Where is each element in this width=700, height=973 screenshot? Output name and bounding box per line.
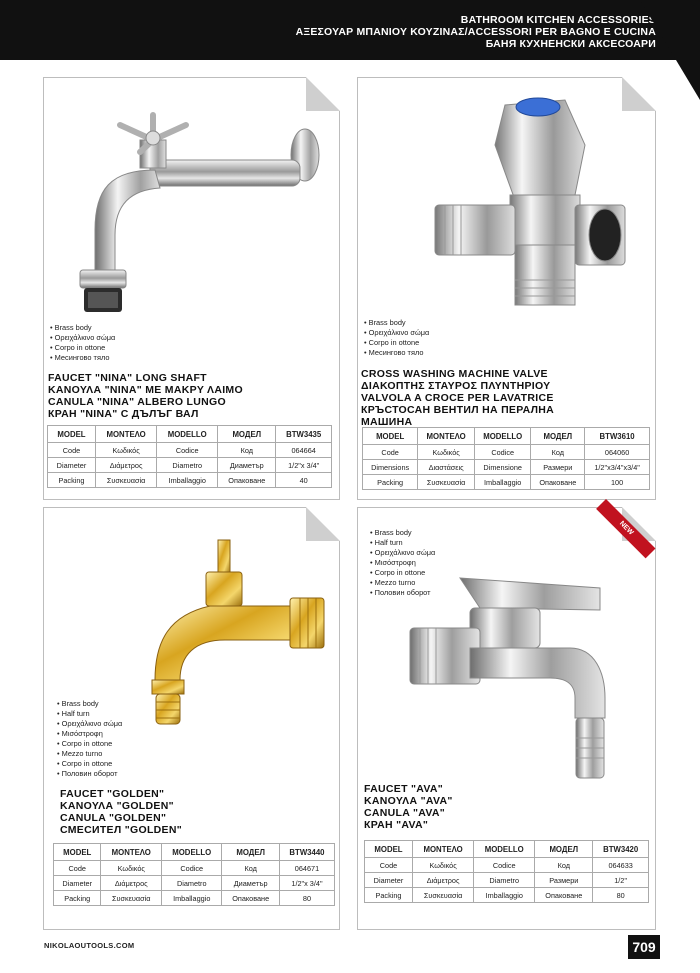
feature-item: • Corpo in ottone: [50, 343, 115, 353]
table-cell: Код: [535, 858, 593, 873]
table-cell: Размери: [531, 460, 585, 475]
header-line-3: БАНЯ КУХНЕНСКИ АКСЕСОАРИ: [485, 38, 656, 50]
table-row: [365, 888, 649, 903]
feature-item: • Brass body: [57, 699, 122, 709]
table-row: [48, 443, 332, 458]
title-line: ΔΙΑΚΟΠΤΗΣ ΣΤΑΥΡΟΣ ΠΛΥΝΤΗΡΙΟΥ: [361, 380, 551, 392]
header-titles: [296, 14, 656, 50]
feature-item: • Brass body: [370, 528, 435, 538]
table-cell: Διάμετρος: [412, 873, 473, 888]
table-cell: 80: [279, 891, 334, 906]
faucet-golden-image: [110, 520, 330, 730]
table-header-cell: MODELLO: [162, 844, 222, 861]
corner-fold: [306, 77, 340, 111]
feature-item: • Corpo in ottone: [370, 568, 435, 578]
table-cell: Packing: [54, 891, 101, 906]
table-cell: 064664: [276, 443, 332, 458]
table-cell: 40: [276, 473, 332, 488]
features-list-ava: [370, 528, 435, 598]
table-header-cell: BTW3420: [593, 841, 649, 858]
table-cell: Codice: [474, 858, 535, 873]
cross-valve-image: [425, 85, 635, 325]
table-cell: Κωδικός: [418, 445, 475, 460]
table-header-cell: MODEL: [363, 428, 418, 445]
table-cell: 064060: [585, 445, 650, 460]
title-line: CANULA "AVA": [364, 807, 446, 819]
feature-item: • Μισόστροφη: [57, 729, 122, 739]
table-header-cell: МОДЕЛ: [218, 426, 276, 443]
title-line: FAUCET "AVA": [364, 783, 444, 795]
title-line: ΚΑΝΟΥΛΑ "NINA" ΜΕ ΜΑΚΡΥ ΛΑΙΜΟ: [48, 384, 243, 396]
page-number: 709: [628, 935, 660, 959]
title-line: МАШИНА: [361, 416, 413, 428]
feature-item: • Mezzo turno: [370, 578, 435, 588]
table-cell: Опаковане: [218, 473, 276, 488]
table-header-cell: МОДЕЛ: [535, 841, 593, 858]
table-cell: Συσκευασία: [101, 891, 162, 906]
table-cell: Диаметър: [218, 458, 276, 473]
table-cell: Κωδικός: [101, 861, 162, 876]
table-cell: Код: [218, 443, 276, 458]
table-header-cell: ΜΟΝΤΕΛΟ: [412, 841, 473, 858]
table-cell: Συσκευασία: [95, 473, 156, 488]
table-row: [363, 460, 650, 475]
new-badge: NEW: [596, 499, 655, 558]
table-row: [363, 475, 650, 490]
table-cell: Κωδικός: [412, 858, 473, 873]
table-header-cell: BTW3610: [585, 428, 650, 445]
table-cell: Code: [363, 445, 418, 460]
table-cell: Diametro: [474, 873, 535, 888]
table-cell: Imballaggio: [475, 475, 531, 490]
table-row: [365, 873, 649, 888]
table-cell: Опаковане: [535, 888, 593, 903]
product-title-ava: [364, 783, 453, 831]
table-cell: Packing: [363, 475, 418, 490]
table-cell: 80: [593, 888, 649, 903]
table-cell: Συσκευασία: [412, 888, 473, 903]
table-cell: Διάμετρος: [101, 876, 162, 891]
table-cell: Опаковане: [531, 475, 585, 490]
table-row: [48, 458, 332, 473]
feature-item: • Месингово тяло: [364, 348, 429, 358]
table-cell: Diameter: [54, 876, 101, 891]
table-cell: Codice: [162, 861, 222, 876]
feature-item: • Brass body: [50, 323, 115, 333]
table-header-cell: ΜΟΝΤΕΛΟ: [101, 844, 162, 861]
table-row: [48, 473, 332, 488]
table-cell: 1/2"x 3/4": [276, 458, 332, 473]
title-line: ΚΑΝΟΥΛΑ "GOLDEN": [60, 800, 174, 812]
feature-item: • Месингово тяло: [50, 353, 115, 363]
title-line: КРЪСТОСАН ВЕНТИЛ НА ПЕРАЛНА: [361, 404, 555, 416]
table-cell: Diameter: [365, 873, 413, 888]
table-cell: 064671: [279, 861, 334, 876]
feature-item: • Brass body: [364, 318, 429, 328]
title-line: FAUCET "GOLDEN": [60, 788, 165, 800]
table-cell: Code: [54, 861, 101, 876]
table-cell: Diameter: [48, 458, 96, 473]
feature-item: • Половин оборот: [370, 588, 435, 598]
table-header-row: [365, 841, 649, 858]
table-row: [54, 861, 335, 876]
title-line: КРАН "AVA": [364, 819, 429, 831]
table-cell: Συσκευασία: [418, 475, 475, 490]
table-header-cell: МОДЕЛ: [222, 844, 280, 861]
table-cell: Dimensione: [475, 460, 531, 475]
title-line: ΚΑΝΟΥΛΑ "AVA": [364, 795, 453, 807]
table-header-row: [54, 844, 335, 861]
title-line: CANULA "NINA" ALBERO LUNGO: [48, 396, 226, 408]
table-cell: Διάμετρος: [95, 458, 156, 473]
table-row: [365, 858, 649, 873]
features-list-cross-valve: [364, 318, 429, 358]
table-cell: Imballaggio: [162, 891, 222, 906]
spec-table-ava: [364, 840, 649, 903]
table-header-cell: MODEL: [48, 426, 96, 443]
table-cell: Code: [48, 443, 96, 458]
table-cell: Dimensions: [363, 460, 418, 475]
title-line: СМЕСИТЕЛ "GOLDEN": [60, 824, 182, 836]
table-header-cell: MODELLO: [475, 428, 531, 445]
table-row: [54, 876, 335, 891]
feature-item: • Μισόστροφη: [370, 558, 435, 568]
table-cell: 100: [585, 475, 650, 490]
feature-item: • Corpo in ottone: [57, 739, 122, 749]
feature-item: • Ορειχάλκινο σώμα: [57, 719, 122, 729]
table-cell: Diametro: [157, 458, 218, 473]
spec-table-nina: [47, 425, 332, 488]
table-cell: Codice: [157, 443, 218, 458]
spec-table-cross-valve: [362, 427, 650, 490]
feature-item: • Mezzo turno: [57, 749, 122, 759]
table-cell: Код: [222, 861, 280, 876]
table-cell: Опаковане: [222, 891, 280, 906]
table-cell: Размери: [535, 873, 593, 888]
table-cell: 064633: [593, 858, 649, 873]
table-cell: Διαστάσεις: [418, 460, 475, 475]
table-cell: Code: [365, 858, 413, 873]
table-cell: Imballaggio: [474, 888, 535, 903]
feature-item: • Ορειχάλκινο σώμα: [370, 548, 435, 558]
feature-item: • Ορειχάλκινο σώμα: [50, 333, 115, 343]
title-line: CROSS WASHING MACHINE VALVE: [361, 368, 548, 380]
title-line: КРАН "NINA" С ДЪЛЪГ ВАЛ: [48, 408, 199, 420]
table-cell: Packing: [365, 888, 413, 903]
table-cell: 1/2"x 3/4": [279, 876, 334, 891]
feature-item: • Corpo in ottone: [57, 759, 122, 769]
feature-item: • Corpo in ottone: [364, 338, 429, 348]
title-line: CANULA "GOLDEN": [60, 812, 167, 824]
table-header-cell: BTW3440: [279, 844, 334, 861]
table-cell: Codice: [475, 445, 531, 460]
table-header-cell: BTW3435: [276, 426, 332, 443]
table-cell: Imballaggio: [157, 473, 218, 488]
table-cell: Diametro: [162, 876, 222, 891]
feature-item: • Half turn: [370, 538, 435, 548]
features-list-nina: [50, 323, 115, 363]
table-cell: Κωδικός: [95, 443, 156, 458]
product-title-nina: [48, 372, 243, 420]
table-header-cell: ΜΟΝΤΕΛΟ: [95, 426, 156, 443]
table-header-row: [363, 428, 650, 445]
table-cell: 1/2'': [593, 873, 649, 888]
spec-table-golden: [53, 843, 335, 906]
table-header-cell: MODELLO: [157, 426, 218, 443]
footer-website[interactable]: NIKOLAOUTOOLS.COM: [44, 941, 135, 950]
header-line-1: BATHROOM KITCHEN ACCESSORIES: [460, 14, 656, 26]
title-line: FAUCET "NINA" LONG SHAFT: [48, 372, 207, 384]
feature-item: • Ορειχάλκινο σώμα: [364, 328, 429, 338]
product-title-golden: [60, 788, 182, 836]
header-line-2: ΑΞΕΣΟΥΑΡ ΜΠΑΝΙΟΥ ΚΟΥΖΙΝΑΣ/ACCESSORI PER BAGNO E CUCINA: [295, 26, 656, 38]
table-header-cell: МОДЕЛ: [531, 428, 585, 445]
table-cell: Packing: [48, 473, 96, 488]
faucet-nina-image: [60, 110, 330, 320]
table-header-cell: MODEL: [54, 844, 101, 861]
table-header-cell: ΜΟΝΤΕΛΟ: [418, 428, 475, 445]
table-header-cell: MODELLO: [474, 841, 535, 858]
table-cell: Диаметър: [222, 876, 280, 891]
table-header-cell: MODEL: [365, 841, 413, 858]
table-cell: Код: [531, 445, 585, 460]
features-list-golden: [57, 699, 122, 779]
feature-item: • Half turn: [57, 709, 122, 719]
table-cell: 1/2"x3/4"x3/4": [585, 460, 650, 475]
product-title-cross-valve: [361, 368, 554, 428]
feature-item: • Половин оборот: [57, 769, 122, 779]
table-header-row: [48, 426, 332, 443]
title-line: VALVOLA A CROCE PER LAVATRICE: [361, 392, 554, 404]
page-header: [0, 0, 700, 60]
table-row: [54, 891, 335, 906]
table-row: [363, 445, 650, 460]
